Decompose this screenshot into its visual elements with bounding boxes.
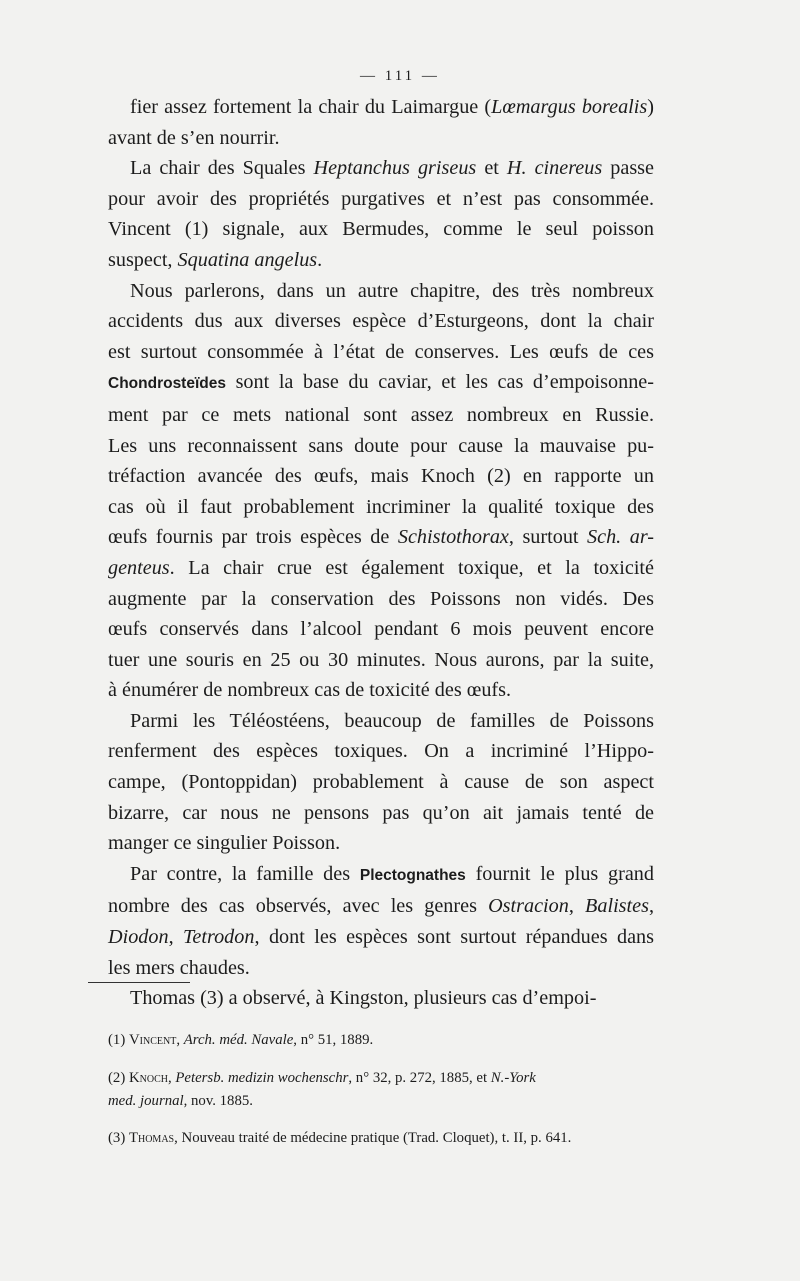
text-line: [108, 492, 654, 523]
text-run: fournit le plus grand: [465, 862, 654, 885]
text-run: passe: [602, 157, 654, 180]
text-run: tuer une souris en 25 ou 30 minutes. Nous aurons, par la suite,: [108, 648, 654, 671]
text-line: [108, 92, 654, 123]
paragraph: [108, 706, 654, 859]
text-run: œufs fournis par trois espèces de: [108, 526, 398, 549]
text-line: [108, 736, 654, 767]
text-line: [108, 675, 654, 706]
footnote: [108, 1067, 654, 1113]
text-run: pour avoir des propriétés purgatives et n’est pas consommée.: [108, 187, 654, 210]
text-line: [108, 983, 654, 1014]
italic-run: Tetrodon: [183, 926, 255, 949]
text-run: ,: [568, 895, 586, 918]
text-line: [108, 953, 654, 984]
text-run: (3): [108, 1130, 129, 1147]
text-line: [108, 767, 654, 798]
text-run: ,: [176, 1031, 184, 1048]
italic-run: Balistes: [585, 895, 649, 918]
text-run: Les uns reconnaissent sans doute pour cause la mauvaise pu-: [108, 434, 654, 457]
italic-run: Squatina angelus: [177, 248, 318, 271]
text-line: [108, 645, 654, 676]
text-run: tréfaction avancée des œufs, mais Knoch (2) en rapporte un: [108, 465, 654, 488]
italic-run: Ostracion: [488, 895, 569, 918]
italic-run: Arch. méd. Navale: [183, 1031, 294, 1048]
text-line: [108, 922, 654, 953]
italic-run: Petersb. medizin wochenschr: [175, 1069, 349, 1086]
text-line: [108, 245, 654, 276]
text-run: renferment des espèces toxiques. On a incriminé l’Hippo-: [108, 740, 654, 763]
small-caps-run: Knoch: [128, 1069, 168, 1086]
text-run: ,: [648, 895, 655, 918]
italic-run: Sch. ar-: [587, 526, 655, 549]
text-run: nombre des cas observés, avec les genres: [108, 895, 489, 918]
text-run: à énumérer de nombreux cas de toxicité des œufs.: [108, 679, 512, 702]
bold-run: Chondrosteïdes: [108, 375, 226, 393]
text-line: [108, 706, 654, 737]
italic-run: N.-York: [490, 1069, 536, 1086]
text-run: La chair des Squales: [130, 157, 314, 180]
text-run: ,: [168, 926, 184, 949]
footnote-separator: [88, 982, 190, 983]
paragraph: [108, 276, 654, 706]
text-line: [108, 184, 654, 215]
italic-run: med. journal: [108, 1092, 184, 1109]
footnote-line: [108, 1127, 654, 1150]
text-run: Parmi les Téléostéens, beaucoup de familles de Poissons: [130, 709, 654, 732]
footnote-line: [108, 1067, 654, 1090]
text-run: et: [476, 157, 507, 180]
small-caps-run: Vincent: [128, 1031, 177, 1048]
text-run: campe, (Pontoppidan) probablement à cause de son aspect: [108, 771, 654, 794]
italic-run: Lœmargus borealis: [491, 96, 648, 118]
text-run: (1): [108, 1031, 129, 1048]
text-run: fier assez fortement la chair du Laimargue (: [130, 96, 492, 118]
text-run: Vincent (1) signale, aux Bermudes, comme le seul poisson: [108, 218, 654, 241]
text-line: [108, 306, 654, 337]
footnote: [108, 1029, 654, 1052]
text-run: manger ce singulier Poisson.: [108, 832, 341, 855]
italic-run: H. cinereus: [506, 157, 603, 180]
text-run: augmente par la conservation des Poissons non vidés. Des: [108, 587, 654, 610]
text-run: les mers chaudes.: [108, 956, 250, 979]
text-run: , n° 51, 1889.: [293, 1031, 374, 1048]
bold-run: Plectognathes: [359, 866, 466, 884]
text-line: [108, 153, 654, 184]
text-run: .: [317, 248, 323, 271]
text-line: [108, 614, 654, 645]
text-run: sont la base du caviar, et les cas d’empoisonne-: [225, 371, 654, 394]
text-run: , nov. 1885.: [183, 1092, 253, 1109]
text-line: [108, 214, 654, 245]
text-run: Par contre, la famille des: [130, 862, 360, 885]
text-run: cas où il faut probablement incriminer la qualité toxique des: [108, 495, 654, 518]
italic-run: genteus: [108, 556, 170, 579]
text-line: [108, 461, 654, 492]
text-line: [108, 859, 654, 892]
text-line: [108, 337, 654, 368]
text-run: . La chair crue est également toxique, et la toxicité: [169, 556, 654, 579]
text-run: œufs conservés dans l’alcool pendant 6 mois peuvent encore: [108, 618, 654, 641]
footnote-line: [108, 1090, 654, 1113]
text-run: est surtout consommée à l’état de conserves. Les œufs de ces: [108, 340, 654, 363]
text-run: ment par ce mets national sont assez nombreux en Russie.: [108, 403, 654, 426]
footnote: [108, 1127, 654, 1150]
paragraph: [108, 92, 654, 153]
text-run: suspect,: [108, 248, 178, 271]
text-line: [108, 891, 654, 922]
italic-run: Diodon: [108, 926, 169, 949]
text-run: , Nouveau traité de médecine pratique (Trad. Cloquet), t. II, p. 641.: [174, 1130, 572, 1147]
small-caps-run: Thomas: [128, 1130, 175, 1147]
paragraph: [108, 983, 654, 1014]
text-line: [108, 798, 654, 829]
text-line: [108, 367, 654, 400]
paragraph: [108, 153, 654, 275]
text-line: [108, 828, 654, 859]
text-run: ): [647, 96, 654, 118]
text-run: bizarre, car nous ne pensons pas qu’on ait jamais tenté de: [108, 801, 654, 824]
paragraph: [108, 859, 654, 983]
text-line: [108, 553, 654, 584]
text-line: [108, 431, 654, 462]
text-line: [108, 584, 654, 615]
text-run: (2): [108, 1069, 129, 1086]
body-text: [108, 92, 654, 1014]
text-run: , n° 32, p. 272, 1885, et: [348, 1069, 491, 1086]
text-line: [108, 400, 654, 431]
italic-run: Schistothorax: [397, 526, 509, 549]
text-run: , dont les espèces sont surtout répandues dans: [254, 926, 654, 949]
text-line: [108, 123, 654, 154]
text-line: [108, 276, 654, 307]
text-run: accidents dus aux diverses espèce d’Esturgeons, dont la chair: [108, 310, 654, 333]
text-run: ,: [167, 1069, 176, 1086]
text-run: avant de s’en nourrir.: [108, 126, 280, 149]
text-line: [108, 522, 654, 553]
italic-run: Heptanchus griseus: [313, 157, 477, 180]
text-run: Thomas (3) a observé, à Kingston, plusieurs cas d’empoi-: [130, 987, 597, 1010]
page-number: — 111 —: [360, 68, 440, 84]
text-run: Nous parlerons, dans un autre chapitre, des très nombreux: [130, 279, 654, 302]
footnote-line: [108, 1029, 654, 1052]
text-run: , surtout: [508, 526, 588, 549]
footnotes: [108, 1014, 654, 1165]
